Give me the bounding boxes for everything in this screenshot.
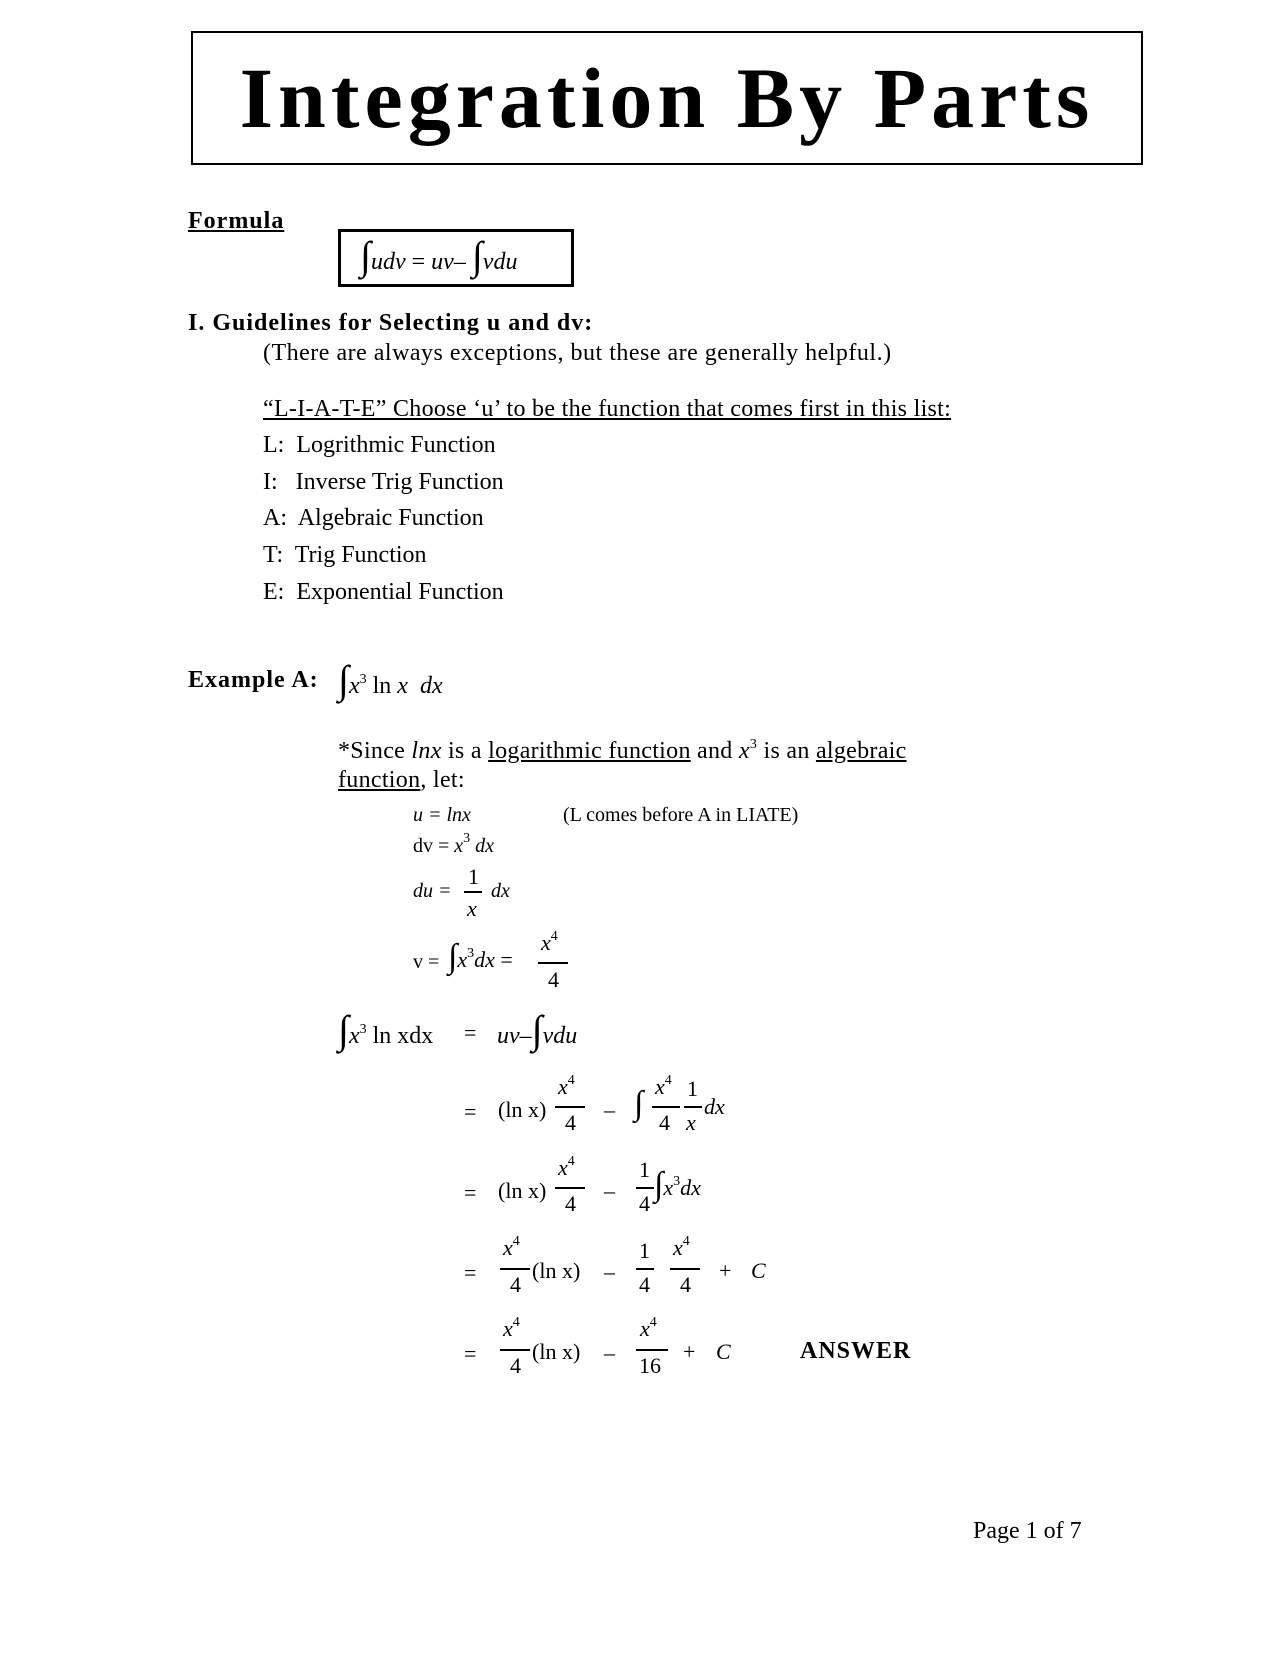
- fraction-numerator: $x^4$: [640, 1315, 657, 1341]
- fraction-numerator: 1: [639, 1157, 650, 1182]
- fraction-bar: [500, 1268, 530, 1270]
- fraction-bar: [500, 1349, 530, 1351]
- fraction-denominator: 4: [639, 1272, 650, 1297]
- fraction-bar: [670, 1268, 700, 1270]
- list-item: E: Exponential Function: [263, 579, 504, 605]
- plus-sign: +: [719, 1258, 732, 1283]
- minus-sign: –: [604, 1097, 615, 1122]
- fraction-numerator: $x^4$: [541, 929, 558, 955]
- title-box: [191, 31, 1143, 165]
- fraction-numerator: $x^4$: [558, 1073, 575, 1099]
- fraction-bar: [636, 1349, 668, 1351]
- equals-sign: =: [464, 1341, 477, 1366]
- list-item: A: Algebraic Function: [263, 505, 484, 531]
- fraction-numerator: $x^4$: [655, 1073, 672, 1099]
- example-label: Example A:: [188, 667, 319, 693]
- liate-instruction: “L-I-A-T-E” Choose ‘u’ to be the function that comes first in this list:: [263, 396, 952, 422]
- fraction-numerator: 1: [639, 1238, 650, 1263]
- fraction-denominator: 4: [548, 967, 559, 992]
- fraction-bar: [538, 962, 568, 964]
- fraction-numerator: $x^4$: [558, 1154, 575, 1180]
- integral-sign: ∫: [471, 233, 483, 278]
- u-note: (L comes before A in LIATE): [563, 804, 799, 826]
- ln-x: (ln x): [498, 1097, 547, 1122]
- guidelines-heading: I. Guidelines for Selecting u and dv:: [188, 310, 594, 336]
- formula-expression: ∫udv = uv– ∫vdu: [360, 233, 518, 278]
- ln-x: (ln x): [498, 1178, 547, 1203]
- plus-sign: +: [683, 1339, 696, 1364]
- du-label: du =: [413, 880, 452, 902]
- u-definition: u = lnx: [413, 804, 471, 826]
- answer-label: ANSWER: [800, 1338, 912, 1364]
- fraction-denominator: 4: [659, 1110, 670, 1135]
- example-heading: [188, 667, 319, 694]
- fraction-bar: [555, 1187, 585, 1189]
- fraction-bar: [684, 1106, 702, 1108]
- dx: dx: [704, 1094, 725, 1119]
- constant-c: C: [751, 1258, 766, 1283]
- page-title: Integration By Parts: [239, 50, 1095, 146]
- formula-label: Formula: [188, 208, 285, 234]
- fraction-numerator: $x^4$: [503, 1234, 520, 1260]
- minus-sign: –: [604, 1340, 615, 1365]
- fraction-numerator: $x^4$: [673, 1234, 690, 1260]
- fraction-denominator: 4: [639, 1191, 650, 1216]
- v-label: v =: [413, 951, 440, 973]
- constant-c: C: [716, 1339, 731, 1364]
- since-sentence: *Since lnx is a logarithmic function and $x^3$ is an algebraic: [338, 737, 907, 764]
- integral-sign: ∫: [360, 233, 371, 278]
- integral-sign: ∫: [634, 1085, 644, 1122]
- equals-sign: =: [464, 1020, 477, 1045]
- equals-sign: =: [464, 1180, 477, 1205]
- since-sentence-cont: function, let:: [338, 767, 465, 793]
- dv-definition: dv = $x^3$ dx: [413, 831, 495, 857]
- page-number: Page 1 of 7: [973, 1518, 1082, 1544]
- example-integral: $\int x^3$ ln x dx: [338, 657, 443, 702]
- list-item: I: Inverse Trig Function: [263, 469, 504, 495]
- equals-sign: =: [464, 1260, 477, 1285]
- fraction-denominator: x: [467, 896, 477, 921]
- v-integral: $\int x^3dx$ =: [448, 938, 513, 975]
- fraction-bar: [636, 1268, 654, 1270]
- fraction-numerator: 1: [687, 1076, 698, 1101]
- fraction-numerator: 1: [468, 864, 479, 889]
- ln-x: (ln x): [532, 1258, 581, 1283]
- fraction-denominator: 16: [639, 1353, 661, 1378]
- fraction-bar: [652, 1106, 680, 1108]
- fraction-bar: [636, 1187, 654, 1189]
- equals-sign: =: [464, 1099, 477, 1124]
- fraction-denominator: 4: [565, 1110, 576, 1135]
- ln-x: (ln x): [532, 1339, 581, 1364]
- list-item: T: Trig Function: [263, 542, 427, 568]
- du-dx: dx: [491, 880, 510, 902]
- fraction-denominator: x: [686, 1110, 696, 1135]
- minus-sign: –: [604, 1259, 615, 1284]
- step-lhs: $\int x^3$ ln xdx: [338, 1007, 434, 1052]
- fraction-denominator: 4: [680, 1272, 691, 1297]
- integral-x3dx: $\int x^3dx$: [654, 1166, 701, 1203]
- fraction-denominator: 4: [510, 1272, 521, 1297]
- guidelines-note: (There are always exceptions, but these are generally helpful.): [263, 340, 892, 366]
- fraction-denominator: 4: [565, 1191, 576, 1216]
- step-rhs: uv–∫vdu: [497, 1007, 578, 1052]
- fraction-bar: [555, 1106, 585, 1108]
- minus-sign: –: [604, 1178, 615, 1203]
- fraction-numerator: $x^4$: [503, 1315, 520, 1341]
- fraction-bar: [464, 891, 482, 893]
- fraction-denominator: 4: [510, 1353, 521, 1378]
- list-item: L: Logrithmic Function: [263, 432, 496, 458]
